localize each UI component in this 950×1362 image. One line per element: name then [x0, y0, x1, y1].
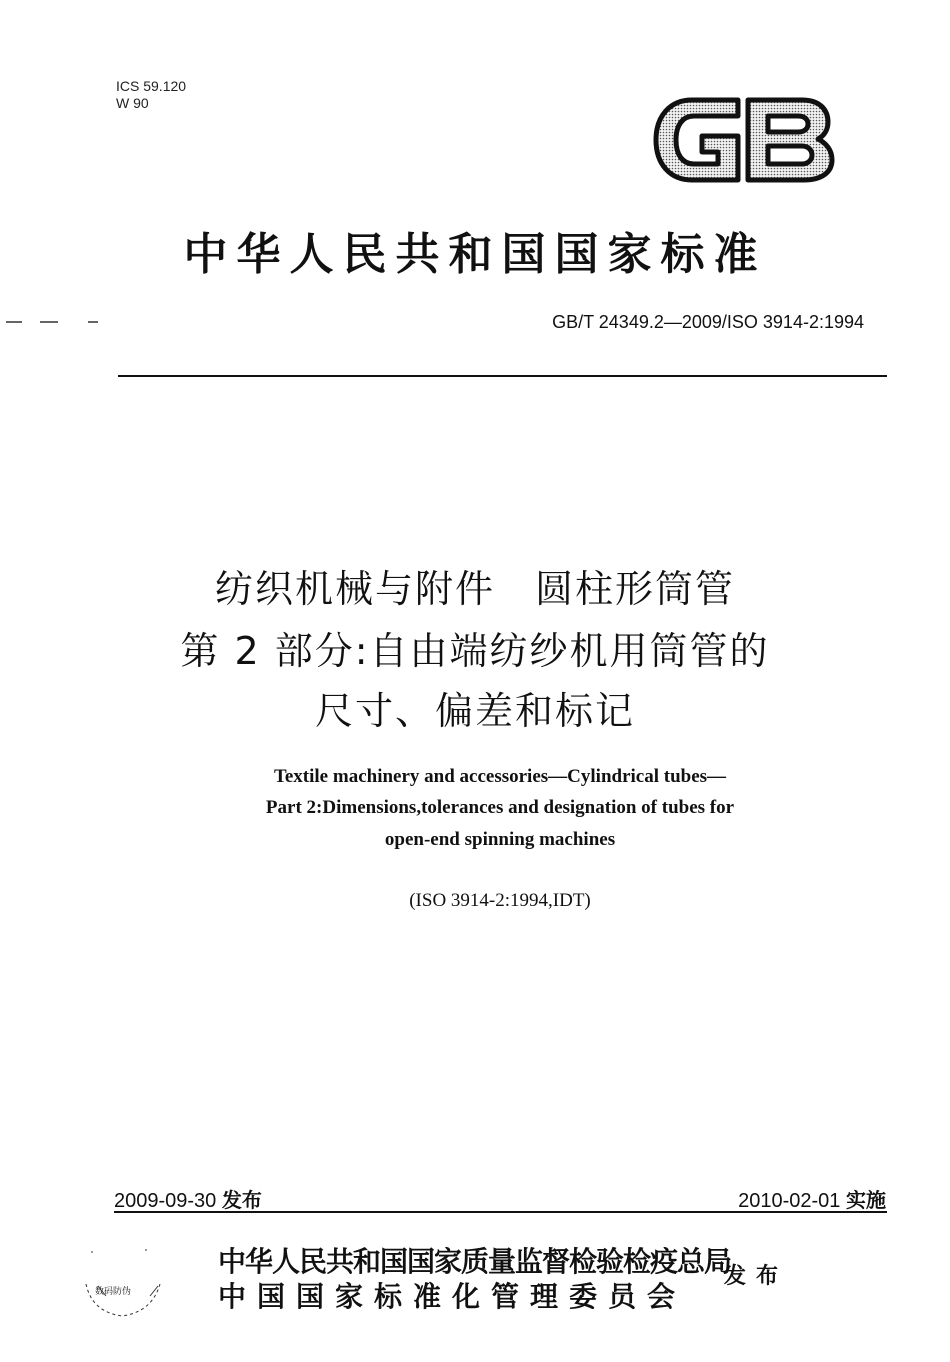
release-date-value: 2009-09-30 — [114, 1190, 217, 1212]
margin-dashes — [6, 320, 98, 324]
standard-code: GB/T 24349.2—2009/ISO 3914-2:1994 — [552, 312, 864, 332]
english-title-line-2: Part 2:Dimensions,tolerances and designation of tubes for — [265, 797, 735, 818]
footer-divider — [114, 1211, 887, 1213]
ccs-code: W 90 — [116, 95, 149, 111]
stamp-text: 数码防伪 — [95, 1287, 132, 1297]
classification-codes — [116, 78, 186, 112]
iso-reference: (ISO 3914-2:1994,IDT) — [409, 890, 591, 911]
release-label: 发布 — [221, 1188, 262, 1212]
release-date — [114, 1184, 262, 1213]
issuer-line-2: 中国国家标准化管理委员会 — [218, 1280, 687, 1313]
implementation-label: 实施 — [846, 1188, 886, 1212]
implementation-date-value: 2010-02-01 — [738, 1190, 841, 1212]
chinese-title-line-3: 尺寸、偏差和标记 — [314, 689, 635, 733]
chinese-title-line-2: 第 2 部分:自由端纺纱机用筒管的 — [180, 629, 770, 673]
gb-logo — [650, 92, 836, 188]
national-standard-title: 中华人民共和国国家标准 — [183, 229, 767, 280]
ics-code: ICS 59.120 — [116, 78, 187, 94]
chinese-title-line-1: 纺织机械与附件 圆柱形筒管 — [214, 567, 735, 611]
implementation-date — [738, 1184, 886, 1213]
header-divider — [118, 375, 887, 377]
publish-label: 发布 — [724, 1263, 789, 1289]
english-title-line-3: open-end spinning machines — [384, 829, 616, 850]
english-title-line-1: Textile machinery and accessories—Cylindrical tubes— — [273, 766, 727, 787]
issuer-line-1: 中华人民共和国国家质量监督检验检疫总局 — [218, 1245, 732, 1278]
